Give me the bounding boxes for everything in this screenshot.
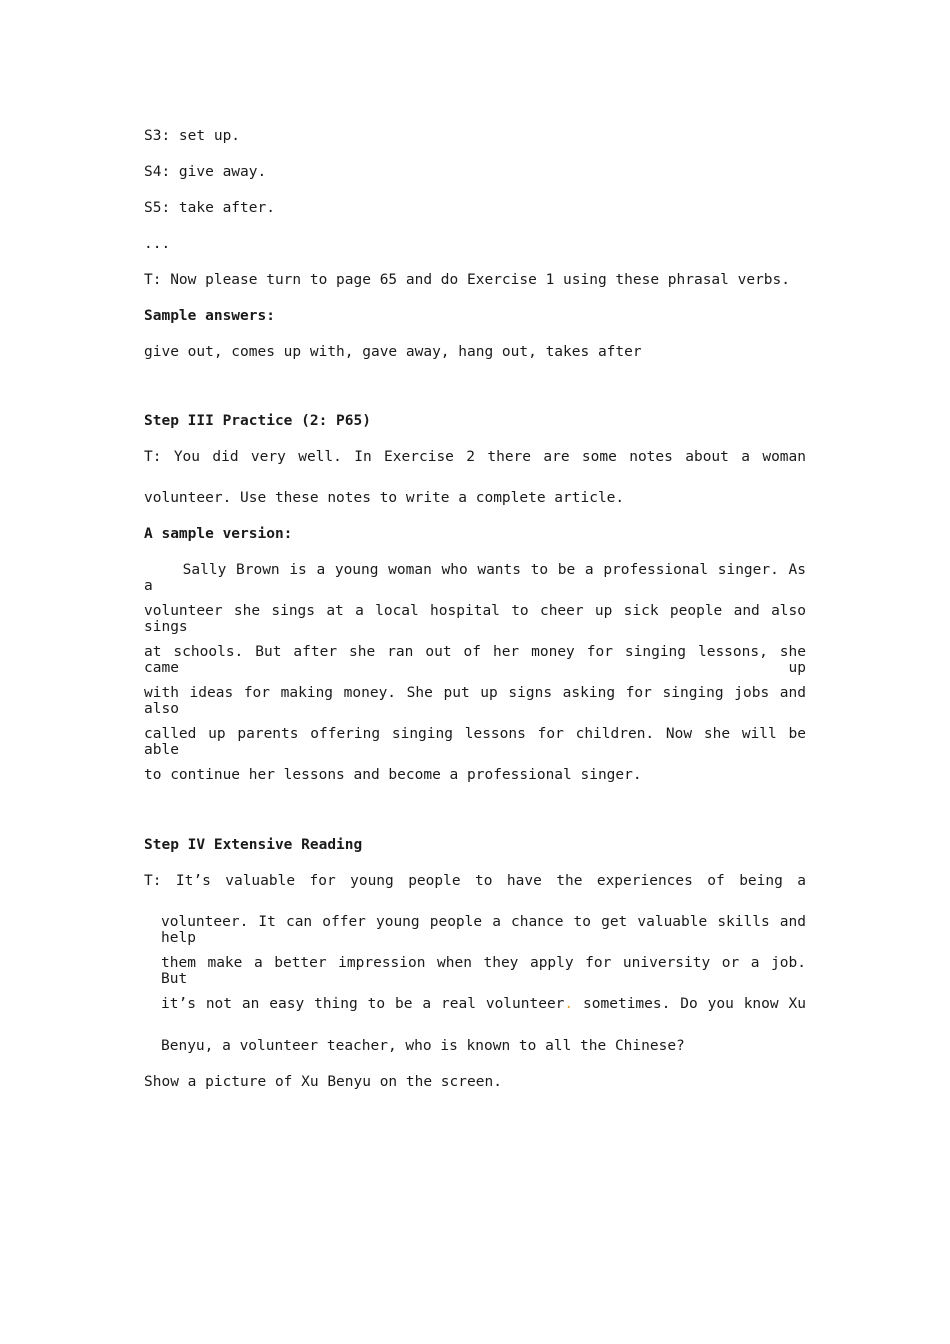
dialogue-ellipsis: ... xyxy=(144,236,171,252)
step3-heading: Step III Practice (2: P65) xyxy=(144,413,371,429)
sample-answers-heading: Sample answers: xyxy=(144,308,275,324)
show-picture-instruction: Show a picture of Xu Benyu on the screen. xyxy=(144,1074,502,1090)
teacher-instruction: T: Now please turn to page 65 and do Exercise 1 using these phrasal verbs. xyxy=(144,272,791,288)
dialogue-s3: S3: set up. xyxy=(144,128,241,144)
sample-paragraph-line: volunteer she sings at a local hospital to cheer up sick people and also sings xyxy=(144,603,806,635)
sample-version-heading: A sample version: xyxy=(144,526,293,542)
sample-answers-text: give out, comes up with, gave away, hang out, takes after xyxy=(144,344,642,360)
sample-paragraph-line: Sally Brown is a young woman who wants to be a professional singer. As a xyxy=(144,562,806,594)
step4-text-segment: it’s not an easy thing to be a real volunteer xyxy=(161,996,565,1012)
step4-text-line xyxy=(161,996,806,1012)
dialogue-s5: S5: take after. xyxy=(144,200,275,216)
step4-text-line: Benyu, a volunteer teacher, who is known to all the Chinese? xyxy=(161,1038,685,1054)
step3-teacher-line-1: T: You did very well. In Exercise 2 there are some notes about a woman xyxy=(144,449,806,465)
dialogue-s4: S4: give away. xyxy=(144,164,267,180)
sample-paragraph-line: called up parents offering singing lessons for children. Now she will be able xyxy=(144,726,806,758)
step4-text-line: them make a better impression when they apply for university or a job. But xyxy=(161,955,806,987)
step4-teacher-line-1: T: It’s valuable for young people to have the experiences of being a xyxy=(144,873,806,889)
step4-text-segment: sometimes. Do you know Xu xyxy=(573,996,806,1012)
step4-heading: Step IV Extensive Reading xyxy=(144,837,363,853)
step4-text-line: volunteer. It can offer young people a chance to get valuable skills and help xyxy=(161,914,806,946)
sample-paragraph-line: to continue her lessons and become a professional singer. xyxy=(144,767,642,783)
sample-paragraph-line: at schools. But after she ran out of her money for singing lessons, she came up xyxy=(144,644,806,676)
highlight-mark: . xyxy=(564,996,574,1012)
sample-paragraph-line: with ideas for making money. She put up signs asking for singing jobs and also xyxy=(144,685,806,717)
step3-teacher-line-2: volunteer. Use these notes to write a complete article. xyxy=(144,490,625,506)
